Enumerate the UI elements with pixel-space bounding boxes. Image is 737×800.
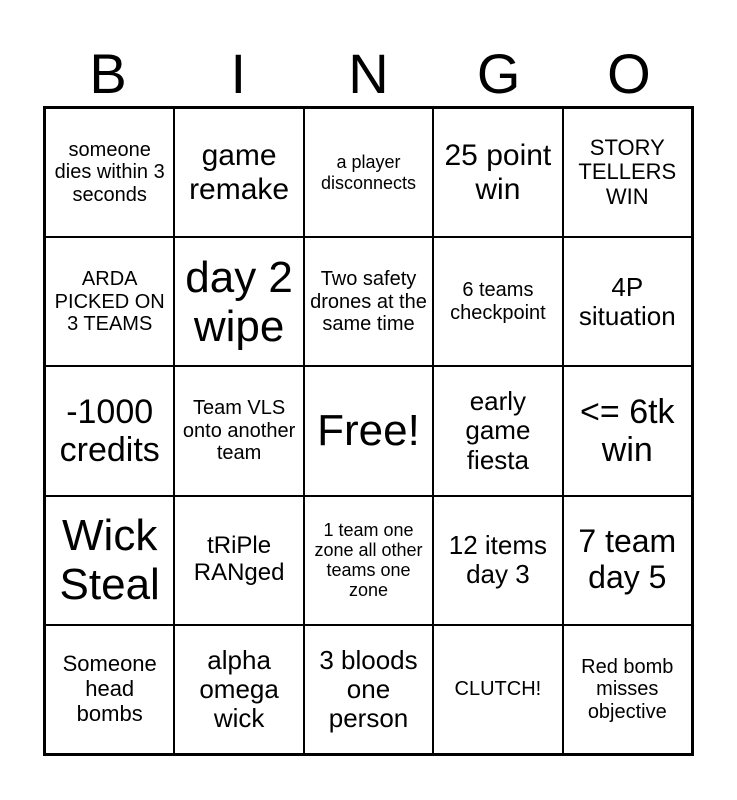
bingo-cell[interactable]: [45, 625, 174, 754]
bingo-cell[interactable]: [433, 625, 562, 754]
cell-text: alpha omega wick: [199, 644, 279, 733]
bingo-cell[interactable]: [433, 366, 562, 495]
cell-text: Free!: [317, 406, 420, 456]
bingo-cell[interactable]: [563, 366, 692, 495]
cell-text: Wick Steal: [59, 510, 160, 610]
cell-text: ARDA PICKED ON 3 TEAMS: [54, 268, 165, 335]
cell-text: 1 team one zone all other teams one zone: [314, 519, 423, 601]
bingo-cell[interactable]: [563, 237, 692, 366]
header-letter-i: I: [230, 42, 247, 105]
cell-text: STORY TELLERS WIN: [578, 134, 677, 209]
bingo-cell[interactable]: [304, 625, 433, 754]
cell-text: day 2 wipe: [185, 252, 293, 351]
bingo-cell[interactable]: [304, 108, 433, 237]
cell-text: 7 team day 5: [578, 523, 677, 596]
cell-text: Someone head bombs: [62, 651, 157, 726]
cell-text: 6 teams checkpoint: [450, 279, 546, 324]
cell-text: -1000 credits: [59, 392, 160, 469]
bingo-cell[interactable]: [174, 108, 303, 237]
cell-text: a player disconnects: [320, 152, 417, 193]
cell-text: someone dies within 3 seconds: [54, 139, 165, 206]
header-letter-b: B: [89, 42, 127, 105]
header-letter-o: O: [607, 42, 651, 105]
bingo-cell[interactable]: [174, 625, 303, 754]
bingo-cell[interactable]: [433, 108, 562, 237]
bingo-cell[interactable]: [304, 496, 433, 625]
bingo-cell[interactable]: [174, 496, 303, 625]
bingo-cell[interactable]: [174, 366, 303, 495]
cell-text: 25 point win: [444, 139, 552, 206]
header-letter-n: N: [348, 42, 389, 105]
cell-text: Red bomb misses objective: [581, 655, 674, 723]
bingo-cell[interactable]: [563, 108, 692, 237]
bingo-cell[interactable]: [45, 237, 174, 366]
bingo-board: [43, 106, 694, 756]
cell-text: Two safety drones at the same time: [310, 268, 427, 335]
cell-text: CLUTCH!: [454, 678, 542, 701]
bingo-cell[interactable]: [45, 496, 174, 625]
cell-text: <= 6tk win: [580, 392, 675, 469]
cell-text: Team VLS onto another team: [182, 397, 296, 465]
header-letter-g: G: [476, 42, 521, 105]
bingo-cell[interactable]: [304, 237, 433, 366]
cell-text: 4P situation: [578, 271, 676, 331]
cell-text: 12 items day 3: [448, 530, 548, 590]
cell-text: early game fiesta: [465, 386, 531, 475]
cell-text: game remake: [189, 139, 290, 206]
free-space-cell[interactable]: [304, 366, 433, 495]
bingo-cell[interactable]: [45, 366, 174, 495]
bingo-cell[interactable]: [563, 625, 692, 754]
cell-text: tRiPle RANged: [193, 532, 285, 587]
bingo-cell[interactable]: [174, 237, 303, 366]
bingo-cell[interactable]: [433, 237, 562, 366]
bingo-header: [43, 42, 694, 106]
bingo-cell[interactable]: [433, 496, 562, 625]
bingo-cell[interactable]: [563, 496, 692, 625]
bingo-cell[interactable]: [45, 108, 174, 237]
cell-text: 3 bloods one person: [319, 644, 418, 733]
